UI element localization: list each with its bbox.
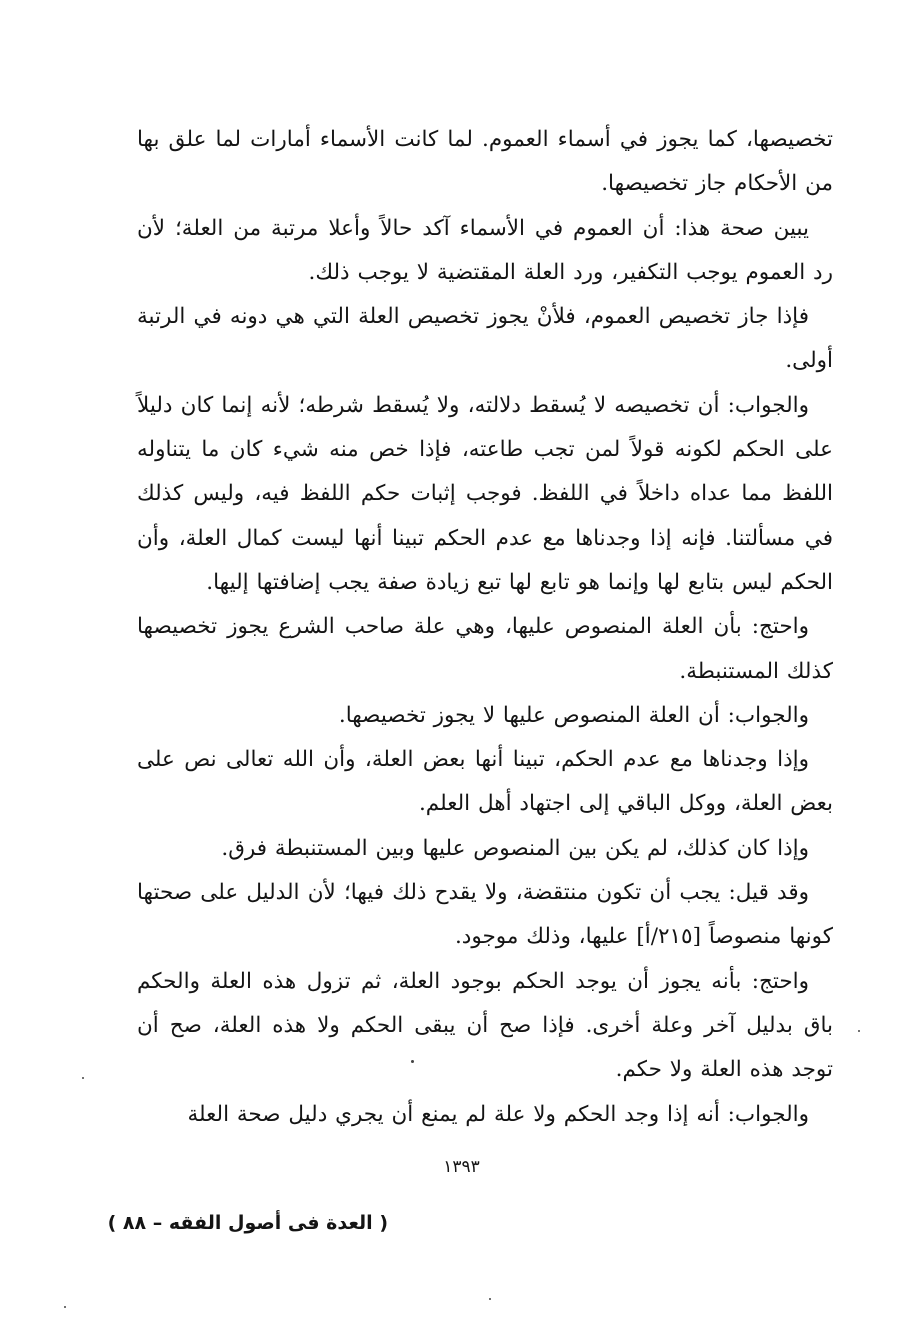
print-speck [82,1077,84,1079]
paragraph: وإذا وجدناها مع عدم الحكم، تبينا أنها بعض العلة، وأن الله تعالى نص على بعض العلة، ووكل الباقي إلى اجتهاد أهل العلم. [137,747,833,817]
paragraph: والجواب: أن تخصيصه لا يُسقط دلالته، ولا يُسقط شرطه؛ لأنه إنما كان دليلاً على الحكم لكونه قولاً لمن تجب طاعته، فإذا خص منه شيء كان ما يتناوله اللفظ مما عداه داخلاً في اللفظ. فوجب إثبات حكم اللفظ فيه، وليس كذلك في مسألتنا. فإنه إذا وجدناها مع عدم الحكم تبينا أنها ليست كمال العلة، وأن الحكم ليس بتابع لها وإنما هو تابع لها تبع زيادة صفة يجب إضافتها إليها. [137,392,833,595]
paragraph: واحتج: بأن العلة المنصوص عليها، وهي علة صاحب الشرع يجوز تخصيصها كذلك المستنبطة. [137,614,833,684]
print-speck [858,1030,860,1032]
running-footer: ( العدة فى أصول الفقه – ٨٨ ) [107,1212,388,1234]
paragraph: وقد قيل: يجب أن تكون منتقضة، ولا يقدح ذلك فيها؛ لأن الدليل على صحتها كونها منصوصاً [٢١٥/أ] عليها، وذلك موجود. [137,880,833,950]
print-speck [489,1298,491,1300]
paragraph: والجواب: أنه إذا وجد الحكم ولا علة لم يمنع أن يجري دليل صحة العلة [187,1101,809,1127]
paragraph: وإذا كان كذلك، لم يكن بين المنصوص عليها وبين المستنبطة فرق. [221,835,809,861]
print-speck [411,1060,414,1063]
body-text [137,118,833,1137]
paragraph: يبين صحة هذا: أن العموم في الأسماء آكد حالاً وأعلا مرتبة من العلة؛ لأن رد العموم يوجب التكفير، ورد العلة المقتضية لا يوجب ذلك. [137,215,833,285]
paragraph: تخصيصها، كما يجوز في أسماء العموم. لما كانت الأسماء أمارات لما علق بها من الأحكام جاز تخصيصها. [137,127,833,197]
paragraph: والجواب: أن العلة المنصوص عليها لا يجوز تخصيصها. [338,702,809,728]
print-speck [64,1306,66,1308]
page-number: ١٣٩٣ [443,1157,480,1177]
paragraph: فإذا جاز تخصيص العموم، فلأنْ يجوز تخصيص العلة التي هي دونه في الرتبة أولى. [137,304,833,374]
paragraph: واحتج: بأنه يجوز أن يوجد الحكم بوجود العلة، ثم تزول هذه العلة والحكم باق بدليل آخر وعلة أخرى. فإذا صح أن يبقى الحكم ولا هذه العلة، صح أن توجد هذه العلة ولا حكم. [137,968,833,1083]
